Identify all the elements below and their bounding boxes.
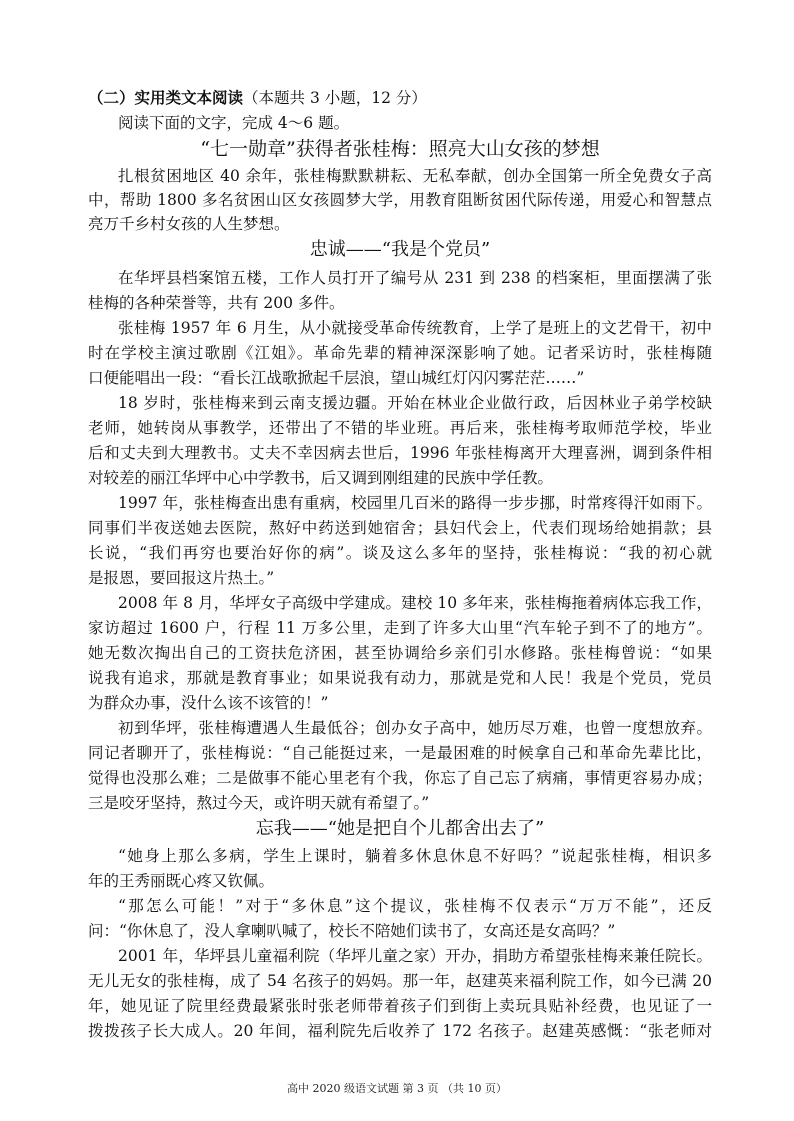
body-line: 同事们半夜送她去医院，熬好中药送到她宿舍；县妇代会上，代表们现场给她捐款；县 — [88, 519, 712, 537]
body-line: 是报恩，要回报这片热土。” — [88, 569, 275, 587]
body-line: 年的王秀丽既心疼又钦佩。 — [88, 872, 275, 890]
body-line: 说我有追求，那就是教育事业；如果说我有动力，那就是党和人民！我是个党员，党员 — [88, 669, 712, 687]
body-line: 张桂梅 1957 年 6 月生，从小就接受革命传统教育，上学了是班上的文艺骨干，初中 — [118, 319, 712, 337]
body-line: 家访超过 1600 户，行程 11 万多公里，走到了许多大山里“汽车轮子到不了的地方”。 — [88, 619, 712, 637]
body-line: 无儿无女的张桂梅，成了 54 名孩子的妈妈。那一年，赵建英来福利院工作，如今已满 20 — [88, 972, 712, 990]
body-line: 同记者聊开了，张桂梅说：“自己能挺过来，一是最困难的时候拿自己和革命先辈比比， — [88, 744, 712, 762]
body-line: 口便能唱出一段：“看长江战歌掀起千层浪，望山城红灯闪闪雾茫茫……” — [88, 369, 585, 387]
intro-line: 扎根贫困地区 40 余年，张桂梅默默耕耘、无私奉献，创办全国第一所全免费女子高 — [118, 167, 712, 185]
body-line: 对较差的丽江华坪中心中学教书，后又调到刚组建的民族中学任教。 — [88, 469, 554, 487]
instruction: 阅读下面的文字，完成 4～6 题。 — [118, 114, 350, 132]
section-heading: （二）实用类文本阅读 — [88, 89, 244, 107]
body-line: 2001 年，华坪县儿童福利院（华坪儿童之家）开办，捐助方希望张桂梅来兼任院长。 — [118, 947, 712, 965]
body-line: 后和丈夫到大理教书。丈夫不幸因病去世后，1996 年张桂梅离开大理喜洲，调到条件相 — [88, 444, 712, 462]
subheading-loyalty: 忠诚——“我是个党员” — [309, 239, 491, 260]
body-line: “那怎么可能！”对于“多休息”这个提议，张桂梅不仅表示“万万不能”，还反 — [118, 897, 712, 915]
body-line: 时在学校主演过歌剧《江姐》。革命先辈的精神深深影响了她。记者采访时，张桂梅随 — [88, 344, 712, 362]
body-line: 拨拨孩子长大成人。20 年间，福利院先后收养了 172 名孩子。赵建英感慨：“张老师对 — [88, 1022, 712, 1040]
body-line: “她身上那么多病，学生上课时，躺着多休息休息不好吗？”说起张桂梅，相识多 — [118, 847, 712, 865]
body-line: 问：“你休息了，没人拿喇叭喊了，校长不陪她们读书了，女高还是女高吗？” — [88, 922, 616, 940]
body-line: 长说，“我们再穷也要治好你的病”。谈及这么多年的坚持，张桂梅说：“我的初心就 — [88, 544, 712, 562]
intro-line: 亮万千乡村女孩的人生梦想。 — [88, 215, 290, 233]
body-line: 三是咬牙坚持，熬过今天，或许明天就有希望了。” — [88, 794, 430, 812]
body-line: 觉得也没那么难；二是做事不能心里老有个我，你忘了自己忘了病痛，事情更容易办成； — [88, 769, 712, 787]
body-line: 桂梅的各种荣誉等，共有 200 多件。 — [88, 294, 345, 312]
section-heading-line — [88, 86, 712, 110]
body-line: 1997 年，张桂梅查出患有重病，校园里几百米的路得一步步挪，时常疼得汗如雨下。 — [118, 494, 712, 512]
body-line: 为群众办事，没什么该不该管的！” — [88, 694, 329, 712]
page-footer: 高中 2020 级语文试题 第 3 页 （共 10 页） — [287, 1082, 507, 1095]
subheading-selfless: 忘我——“她是把自个儿都舍出去了” — [255, 818, 545, 839]
article-title: “七一勋章”获得者张桂梅：照亮大山女孩的梦想 — [200, 138, 600, 160]
body-line: 初到华坪，张桂梅遭遇人生最低谷；创办女子高中，她历尽万难，也曾一度想放弃。 — [118, 719, 712, 737]
body-line: 2008 年 8 月，华坪女子高级中学建成。建校 10 多年来，张桂梅拖着病体忘我工作， — [118, 594, 712, 612]
section-note: （本题共 3 小题，12 分） — [243, 89, 427, 107]
body-line: 年，她见证了院里经费最紧张时张老师带着孩子们到街上卖玩具贴补经费，也见证了一 — [88, 997, 712, 1015]
body-line: 在华坪县档案馆五楼，工作人员打开了编号从 231 到 238 的档案柜，里面摆满了张 — [118, 269, 712, 287]
body-line: 18 岁时，张桂梅来到云南支援边疆。开始在林业企业做行政，后因林业子弟学校缺 — [118, 394, 712, 412]
body-line: 她无数次掏出自己的工资扶危济困，甚至协调给乡亲们引水修路。张桂梅曾说：“如果 — [88, 644, 712, 662]
intro-line: 中，帮助 1800 多名贫困山区女孩圆梦大学，用教育阻断贫困代际传递，用爱心和智慧点 — [88, 191, 712, 209]
body-line: 老师，她转岗从事教学，还带出了不错的毕业班。再后来，张桂梅考取师范学校，毕业 — [88, 419, 712, 437]
